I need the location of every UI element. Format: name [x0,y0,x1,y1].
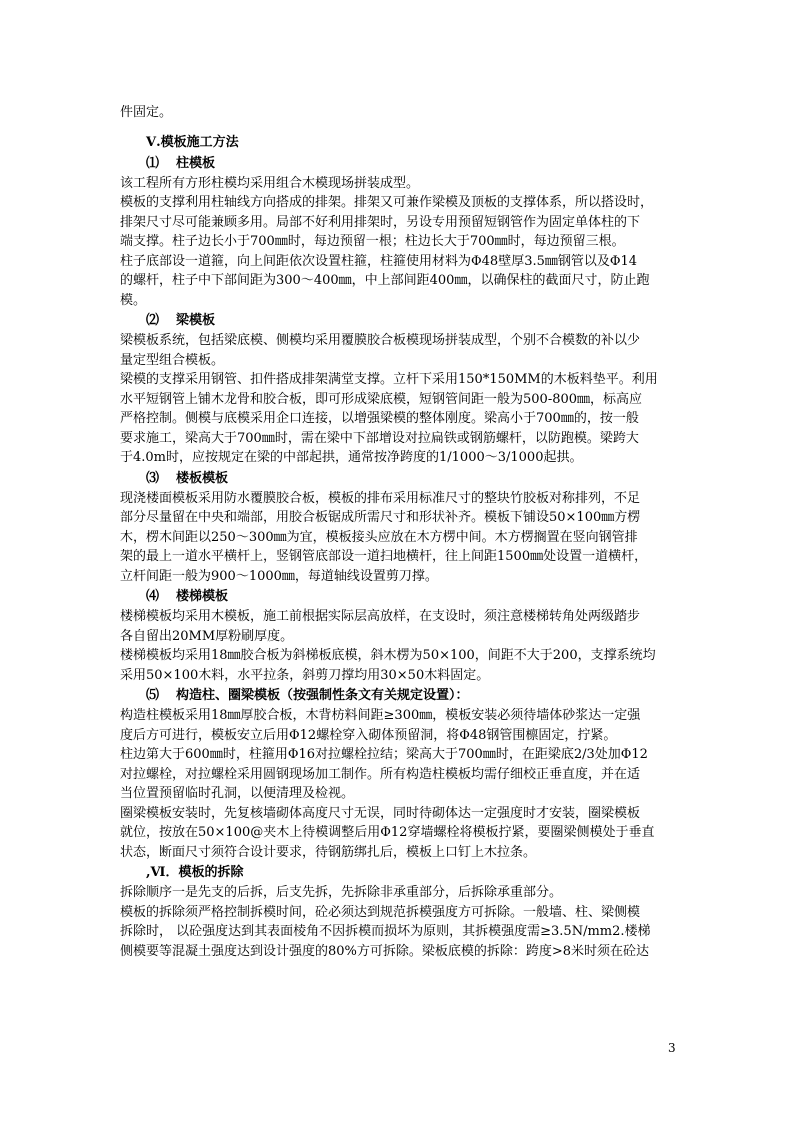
text-line: 梁模的支撑采用钢管、扣件搭成排架满堂支撑。立杆下采用150*150MM的木板料垫平。利用 [120,372,658,387]
text-line: 楼梯模板均采用木模板，施工前根据实际层高放样，在支设时，须注意楼梯转角处两级踏步 [120,609,641,624]
subsection-title: 梁模板 [176,313,216,328]
text-line: 端支撑。柱子边长小于700㎜时，每边预留一根；柱边长大于700㎜时，每边预留三根。 [120,234,625,249]
text-line: 要求施工，梁高大于700㎜时，需在梁中下部增设对拉扁铁或钢筋螺杆，以防跑模。梁跨大 [120,430,639,446]
text-line: 模板的支撑利用柱轴线方向搭成的排架。排架又可兼作梁模及顶板的支撑体系，所以搭设时， [120,195,654,210]
text-line: 圈梁模板安装时，先复核墙砌体高度尺寸无误，同时待砌体达一定强度时才安装，圈梁模板 [120,805,641,821]
text-line: 当位置预留临时孔洞，以便清理及检视。 [120,786,355,801]
text-line: 木，楞木间距以250～300㎜为宜，模板接头应放在木方楞中间。木方楞搁置在竖向钢管排 [120,529,638,545]
text-line: 拆除顺序一是先支的后拆，后支先拆，先拆除非承重部分，后拆除承重部分。 [120,885,563,900]
text-line: 拆除时， 以砼强度达到其表面棱角不因拆模而损坏为原则，其拆模强度需≥3.5N/mm2.楼梯 [120,924,651,939]
subsection-title: 构造柱、圈梁模板（按强制性条文有关规定设置）： [176,688,469,703]
paragraph [120,370,676,468]
subsection-number: ⑸ [146,688,160,703]
text-line: 梁模板系统，包括梁底模、侧模均采用覆膜胶合板模现场拼装成型，个别不合模数的补以少 [120,333,641,348]
subsection-number: ⑴ [146,155,160,171]
text-line: 立杆间距一般为900～1000㎜，每道轴线设置剪刀撑。 [120,568,438,584]
subsection-heading-floor-slab [120,468,676,489]
subsection-heading-stair [120,586,676,607]
text-line: 各自留出20MM厚粉刷厚度。 [120,628,294,644]
subsection-title: 楼板模板 [176,470,229,486]
text-line: 柱子底部设一道箍，向上间距依次设置柱箍，柱箍使用材料为Φ48壁厚3.5㎜钢管以及Φ14 [120,253,638,269]
text-line: 于4.0m时，应按规定在梁的中部起拱，通常按净跨度的1/1000～3/1000起拱。 [120,450,583,465]
text-line: 现浇楼面模板采用防水覆膜胶合板，模板的排布采用标准尺寸的整块竹胶板对称排列，不足 [120,490,641,506]
section-heading-vi: ,Ⅵ．模板的拆除 [146,865,244,880]
opening-line: 件固定。 [120,105,173,120]
text-line: 量定型组合模板。 [120,352,225,368]
section-heading-v: Ⅴ.模板施工方法 [146,134,239,150]
text-line: 的螺杆，柱子中下部间距为300～400㎜，中上部间距400㎜，以确保柱的截面尺寸，防止跑 [120,273,650,288]
text-line: 架的最上一道水平横杆上，竖钢管底部设一道扫地横杆，往上间距1500㎜处设置一道横杆， [120,549,648,564]
text-line: 该工程所有方形柱模均采用组合木模现场拼装成型。 [120,175,420,191]
text-line: 侧模要等混凝土强度达到设计强度的80%方可拆除。梁板底模的拆除：跨度>8米时须在砼达 [120,943,650,959]
text-line: 部分尽量留在中央和端部，用胶合板锯成所需尺寸和形状补齐。模板下铺设50×100㎜方楞 [120,510,641,525]
subsection-title: 柱模板 [176,155,216,171]
subsection-number: ⑵ [146,313,160,328]
subsection-number: ⑶ [146,470,160,486]
text-line: 度后方可进行，模板安立后用Φ12螺栓穿入砌体预留洞，将Φ48钢管围檩固定，拧紧。 [120,727,617,743]
text-line: 构造柱模板采用18㎜厚胶合板，木背枋料间距≥300㎜，模板安装必须待墙体砂浆达一定强 [120,708,641,723]
paragraph [120,646,676,685]
text-line: 楼梯模板均采用18㎜胶合板为斜梯板底模，斜木楞为50×100，间距不大于200，支撑系统均 [120,648,656,663]
page-number: 3 [668,1041,676,1055]
paragraph [120,252,676,311]
text-line: 状态，断面尺寸须符合设计要求，待钢筋绑扎后，模板上口钉上木拉条。 [120,844,537,860]
paragraph [120,331,676,370]
subsection-heading-ring-beam [120,685,676,706]
paragraph [120,489,676,587]
page-content [120,103,676,961]
paragraph [120,607,676,646]
paragraph [120,706,676,745]
subsection-heading-beam [120,310,676,331]
subsection-heading-column [120,153,676,174]
text-line: 排架尺寸尽可能兼顾多用。局部不好利用排架时，另设专用预留短钢管作为固定单体柱的下 [120,214,641,230]
paragraph [120,174,676,194]
subsection-number: ⑷ [146,589,160,604]
text-line: 模。 [120,292,147,308]
text-line: 模板的拆除须严格控制拆模时间，砼必须达到规范拆模强度方可拆除。一般墙、柱、梁侧模 [120,904,641,920]
text-line: 采用50×100木料，水平拉条，斜剪刀撑均用30×50木料固定。 [120,667,490,683]
paragraph [120,903,676,962]
subsection-title: 楼梯模板 [176,589,229,604]
paragraph [120,745,676,804]
paragraph [120,883,676,903]
text-line: 水平短钢管上铺木龙骨和胶合板，即可形成梁底模，短钢管间距一般为500-800㎜，标高应 [120,391,643,407]
text-line: 严格控制。侧模与底模采用企口连接，以增强梁模的整体刚度。梁高小于700㎜的，按一般 [120,411,639,426]
paragraph [120,804,676,863]
text-line: 对拉螺栓，对拉螺栓采用圆钢现场加工制作。所有构造柱模板均需仔细校正垂直度，并在适 [120,766,641,782]
paragraph [120,193,676,252]
text-line: 柱边第大于600㎜时，柱箍用Φ16对拉螺栓拉结；梁高大于700㎜时，在距梁底2/3处加Φ12 [120,747,648,762]
text-line: 就位，按放在50×100@夹木上待模调整后用Φ12穿墙螺栓将模板拧紧，要圈梁侧模处于垂直 [120,825,655,840]
